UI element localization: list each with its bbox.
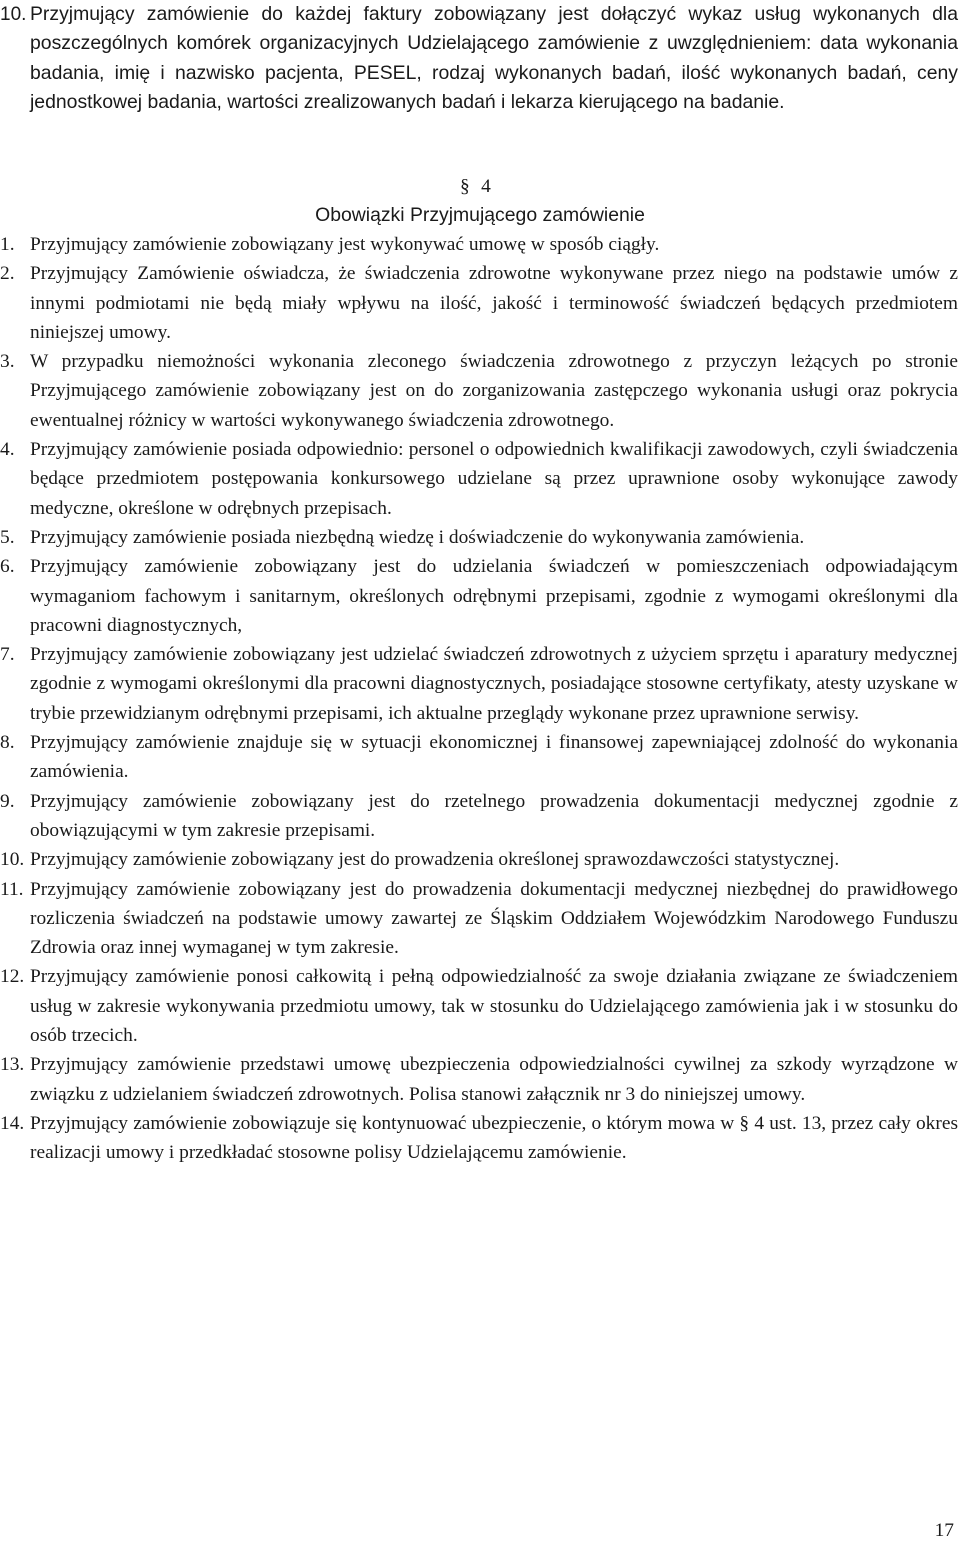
list-item: [0, 552, 958, 640]
item-number: 8.: [0, 732, 15, 754]
item-text: Przyjmujący zamówienie do każdej faktury zobowiązany jest dołączyć wykaz usług wykonanych dla poszczególnych komórek organizacyjnych Udzielającego zamówienie z uwzględnieniem: data wykonania badania, imię i nazwisko pacjenta, PESEL, rodzaj wykonanych badań, ilość wykonanych badań, ceny jednostkowej badania, wartości zrealizowanych badań i lekarza kierującego na badanie.: [30, 3, 958, 113]
item-number: 5.: [0, 526, 15, 548]
section-sign: §: [460, 176, 470, 197]
list-item: [0, 259, 958, 347]
list-item: [0, 347, 958, 435]
item-text: Przyjmujący zamówienie posiada niezbędną wiedzę i doświadczenie do wykonywania zamówienia.: [30, 526, 805, 548]
list-item: [0, 435, 958, 523]
item-number: 7.: [0, 644, 15, 666]
list-item: [0, 1050, 958, 1109]
item-number: 12.: [0, 966, 25, 988]
item-number: 14.: [0, 1112, 25, 1134]
item-number: 2.: [0, 263, 15, 285]
obligations-list: [0, 230, 958, 1168]
item-number: 1.: [0, 234, 15, 255]
item-text: Przyjmujący zamówienie zobowiązany jest do prowadzenia określonej sprawozdawczości statystycznej.: [30, 849, 840, 871]
list-item: [0, 230, 958, 259]
list-item: [0, 640, 958, 728]
item-text: Przyjmujący zamówienie przedstawi umowę ubezpieczenia odpowiedzialności cywilnej za szkody wyrządzone w związku z udzielaniem świadczeń zdrowotnych. Polisa stanowi załącznik nr 3 do niniejszej umowy.: [30, 1054, 958, 1105]
list-item: [0, 1109, 958, 1168]
list-item-10-top: [0, 0, 958, 117]
section-number: 4: [481, 176, 491, 197]
item-text: Przyjmujący zamówienie posiada odpowiednio: personel o odpowiednich kwalifikacji zawodowych, czyli świadczenia będące przedmiotem postępowania konkursowego udzielane są przez uprawnione osoby wykonujące zawody medyczne, określone w odrębnych przepisach.: [30, 439, 958, 519]
list-item: [0, 787, 958, 846]
item-text: W przypadku niemożności wykonania zleconego świadczenia zdrowotnego z przyczyn leżących po stronie Przyjmującego zamówienie zobowiązany jest on do zorganizowania zastępczego wykonania usługi oraz pokrycia ewentualnej różnicy w wartości wykonywanego świadczenia zdrowotnego.: [30, 351, 958, 431]
list-item: [0, 728, 958, 787]
list-item: [0, 523, 958, 552]
item-number: 10.: [0, 4, 27, 25]
item-text: Przyjmujący zamówienie znajduje się w sytuacji ekonomicznej i finansowej zapewniającej zdolność do wykonania zamówienia.: [30, 732, 958, 783]
top-item-block: [0, 0, 958, 117]
item-number: 3.: [0, 351, 15, 373]
item-text: Przyjmujący zamówienie zobowiązany jest udzielać świadczeń zdrowotnych z użyciem sprzętu i aparatury medycznej zgodnie z wymogami określonymi dla pracowni diagnostycznych, posiadające stosowne certyfikaty, atesty uzyskane w trybie przewidzianym odrębnymi przepisami, ich aktualne przeglądy wykonane przez uprawnione serwisy.: [30, 644, 958, 724]
item-text: Przyjmujący zamówienie zobowiązany jest do prowadzenia dokumentacji medycznej niezbędnej do prawidłowego rozliczenia świadczeń na podstawie umowy zawartej ze Śląskim Oddziałem Wojewódzkim Narodowego Funduszu Zdrowia oraz innej wymaganej w tym zakresie.: [30, 878, 958, 959]
list-item: [0, 962, 958, 1050]
item-text: Przyjmujący Zamówienie oświadcza, że świadczenia zdrowotne wykonywane przez niego na podstawie umów z innymi podmiotami nie będą miały wpływu na ilość, jakość i terminowość świadczeń będących przedmiotem niniejszej umowy.: [30, 263, 958, 343]
item-number: 11.: [0, 878, 24, 900]
page-number: 17: [934, 1520, 954, 1541]
item-text: Przyjmujący zamówienie zobowiązany jest do udzielania świadczeń w pomieszczeniach odpowiadającym wymaganiom fachowym i sanitarnym, określonych odrębnymi przepisami, zgodnie z wymogami określonymi dla pracowni diagnostycznych,: [30, 556, 958, 636]
section-title: Obowiązki Przyjmującego zamówienie: [315, 204, 645, 226]
item-number: 13.: [0, 1054, 25, 1076]
item-text: Przyjmujący zamówienie ponosi całkowitą i pełną odpowiedzialność za swoje działania związane ze świadczeniem usług w zakresie wykonywania przedmiotu umowy, tak w stosunku do Udzielającego zamówienia jak i w stosunku do osób trzecich.: [30, 966, 958, 1047]
list-item: [0, 875, 958, 963]
item-text: Przyjmujący zamówienie zobowiązany jest do rzetelnego prowadzenia dokumentacji medycznej zgodnie z obowiązującymi w tym zakresie przepisami.: [30, 790, 958, 841]
list-item: [0, 845, 958, 874]
item-text: Przyjmujący zamówienie zobowiązany jest wykonywać umowę w sposób ciągły.: [30, 234, 660, 255]
item-number: 10.: [0, 849, 25, 871]
item-number: 6.: [0, 556, 15, 578]
item-number: 4.: [0, 439, 15, 461]
item-number: 9.: [0, 790, 15, 812]
item-text: Przyjmujący zamówienie zobowiązuje się kontynuować ubezpieczenie, o którym mowa w § 4 ust. 13, przez cały okres realizacji umowy i przedkładać stosowne polisy Udzielającemu zamówienie.: [30, 1112, 958, 1164]
